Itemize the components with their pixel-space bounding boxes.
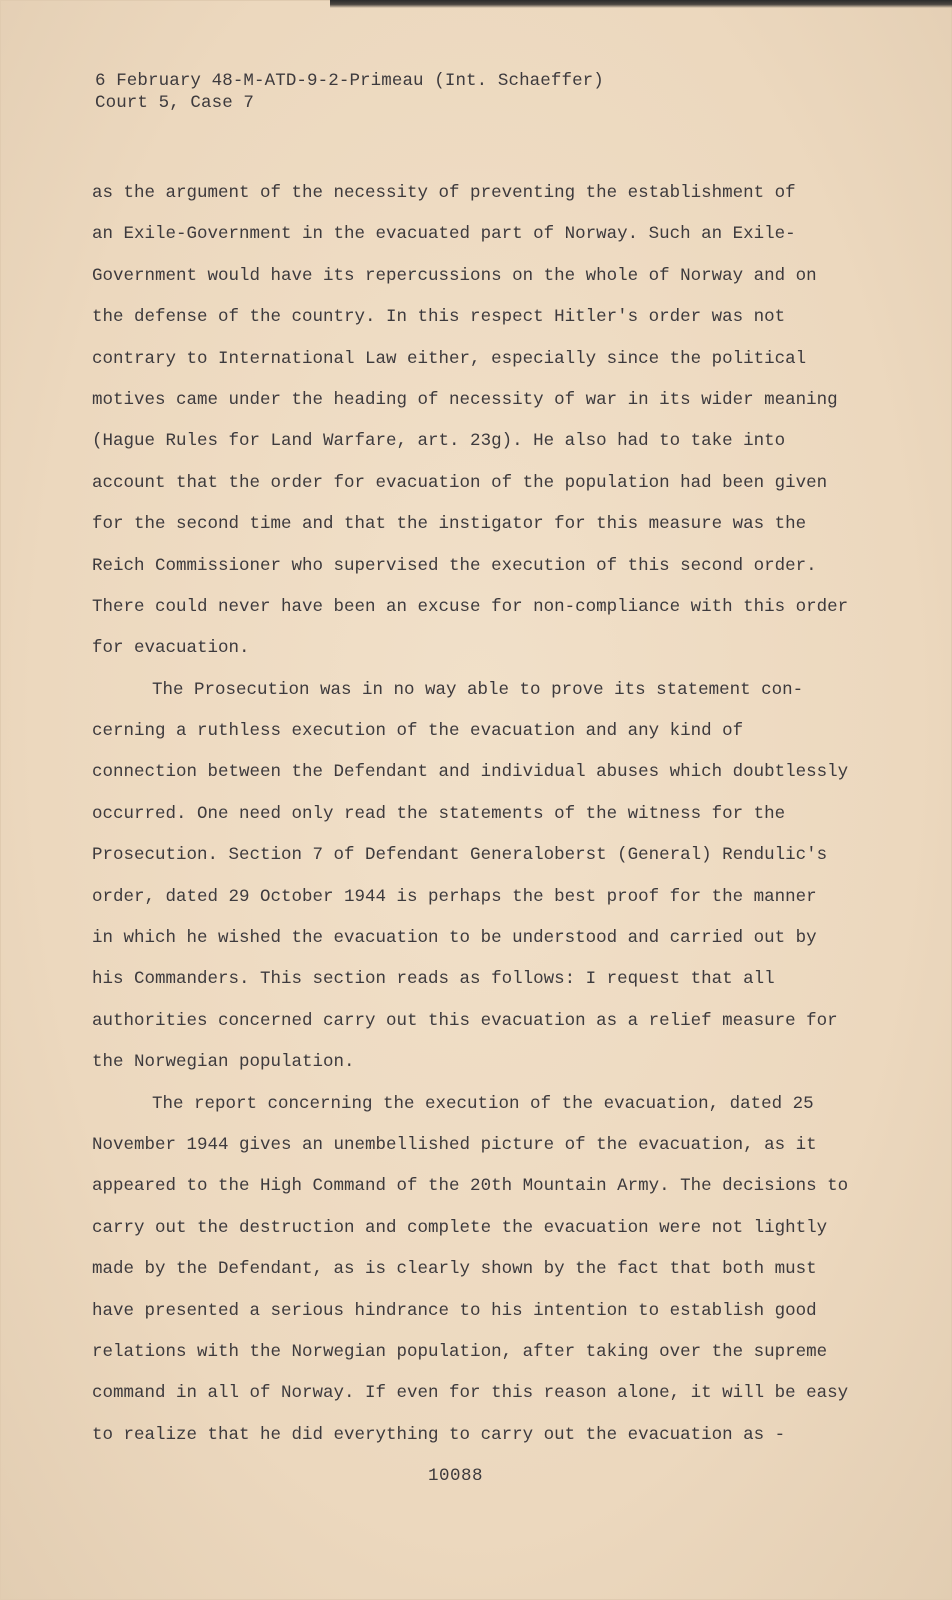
body-line: occurred. One need only read the statements of the witness for the (92, 803, 786, 824)
body-line: contrary to International Law either, especially since the political (92, 348, 807, 369)
body-line: have presented a serious hindrance to his intention to establish good (92, 1300, 817, 1321)
body-line: in which he wished the evacuation to be understood and carried out by (92, 928, 817, 949)
body-line: Prosecution. Section 7 of Defendant Generaloberst (General) Rendulic's (92, 845, 828, 866)
body-line: his Commanders. This section reads as follows: I request that all (92, 969, 775, 990)
body-line: Government would have its repercussions on the whole of Norway and on (92, 265, 817, 286)
body-line: command in all of Norway. If even for this reason alone, it will be easy (92, 1383, 849, 1404)
body-line: relations with the Norwegian population, after taking over the supreme (92, 1341, 828, 1362)
document-body (92, 173, 849, 1456)
body-line: for the second time and that the instigator for this measure was the (92, 514, 807, 535)
body-line: account that the order for evacuation of the population had been given (92, 472, 828, 493)
body-line: as the argument of the necessity of preventing the establishment of (92, 183, 796, 203)
body-line: order, dated 29 October 1944 is perhaps the best proof for the manner (92, 886, 817, 907)
header-line-date-reference: 6 February 48-M-ATD-9-2-Primeau (Int. Schaeffer) (95, 71, 604, 91)
body-line: appeared to the High Command of the 20th Mountain Army. The decisions to (92, 1176, 849, 1197)
scan-edge-shadow (330, 0, 952, 8)
body-line: the Norwegian population. (92, 1052, 355, 1073)
body-line: cerning a ruthless execution of the evacuation and any kind of (92, 721, 744, 742)
body-line: made by the Defendant, as is clearly shown by the fact that both must (92, 1259, 817, 1280)
page-number: 10088 (428, 1466, 484, 1486)
body-line: Reich Commissioner who supervised the execution of this second order. (92, 555, 817, 576)
body-line: There could never have been an excuse for non-compliance with this order (92, 596, 849, 617)
body-line: motives came under the heading of necessity of war in its wider meaning (92, 389, 838, 410)
body-line: carry out the destruction and complete the evacuation were not lightly (92, 1217, 828, 1238)
body-line: The Prosecution was in no way able to prove its statement con- (152, 679, 804, 700)
header-line-court-case: Court 5, Case 7 (95, 93, 255, 113)
body-line: The report concerning the execution of the evacuation, dated 25 (152, 1093, 814, 1114)
body-line: authorities concerned carry out this evacuation as a relief measure for (92, 1010, 838, 1031)
body-line: connection between the Defendant and individual abuses which doubtlessly (92, 762, 849, 783)
body-line: an Exile-Government in the evacuated part of Norway. Such an Exile- (92, 224, 796, 245)
body-line: (Hague Rules for Land Warfare, art. 23g). He also had to take into (92, 431, 786, 452)
document-header (95, 70, 604, 114)
body-line: the defense of the country. In this respect Hitler's order was not (92, 307, 786, 328)
body-line: to realize that he did everything to carry out the evacuation as - (92, 1424, 786, 1445)
body-line: for evacuation. (92, 638, 250, 659)
body-line: November 1944 gives an unembellished picture of the evacuation, as it (92, 1134, 817, 1155)
